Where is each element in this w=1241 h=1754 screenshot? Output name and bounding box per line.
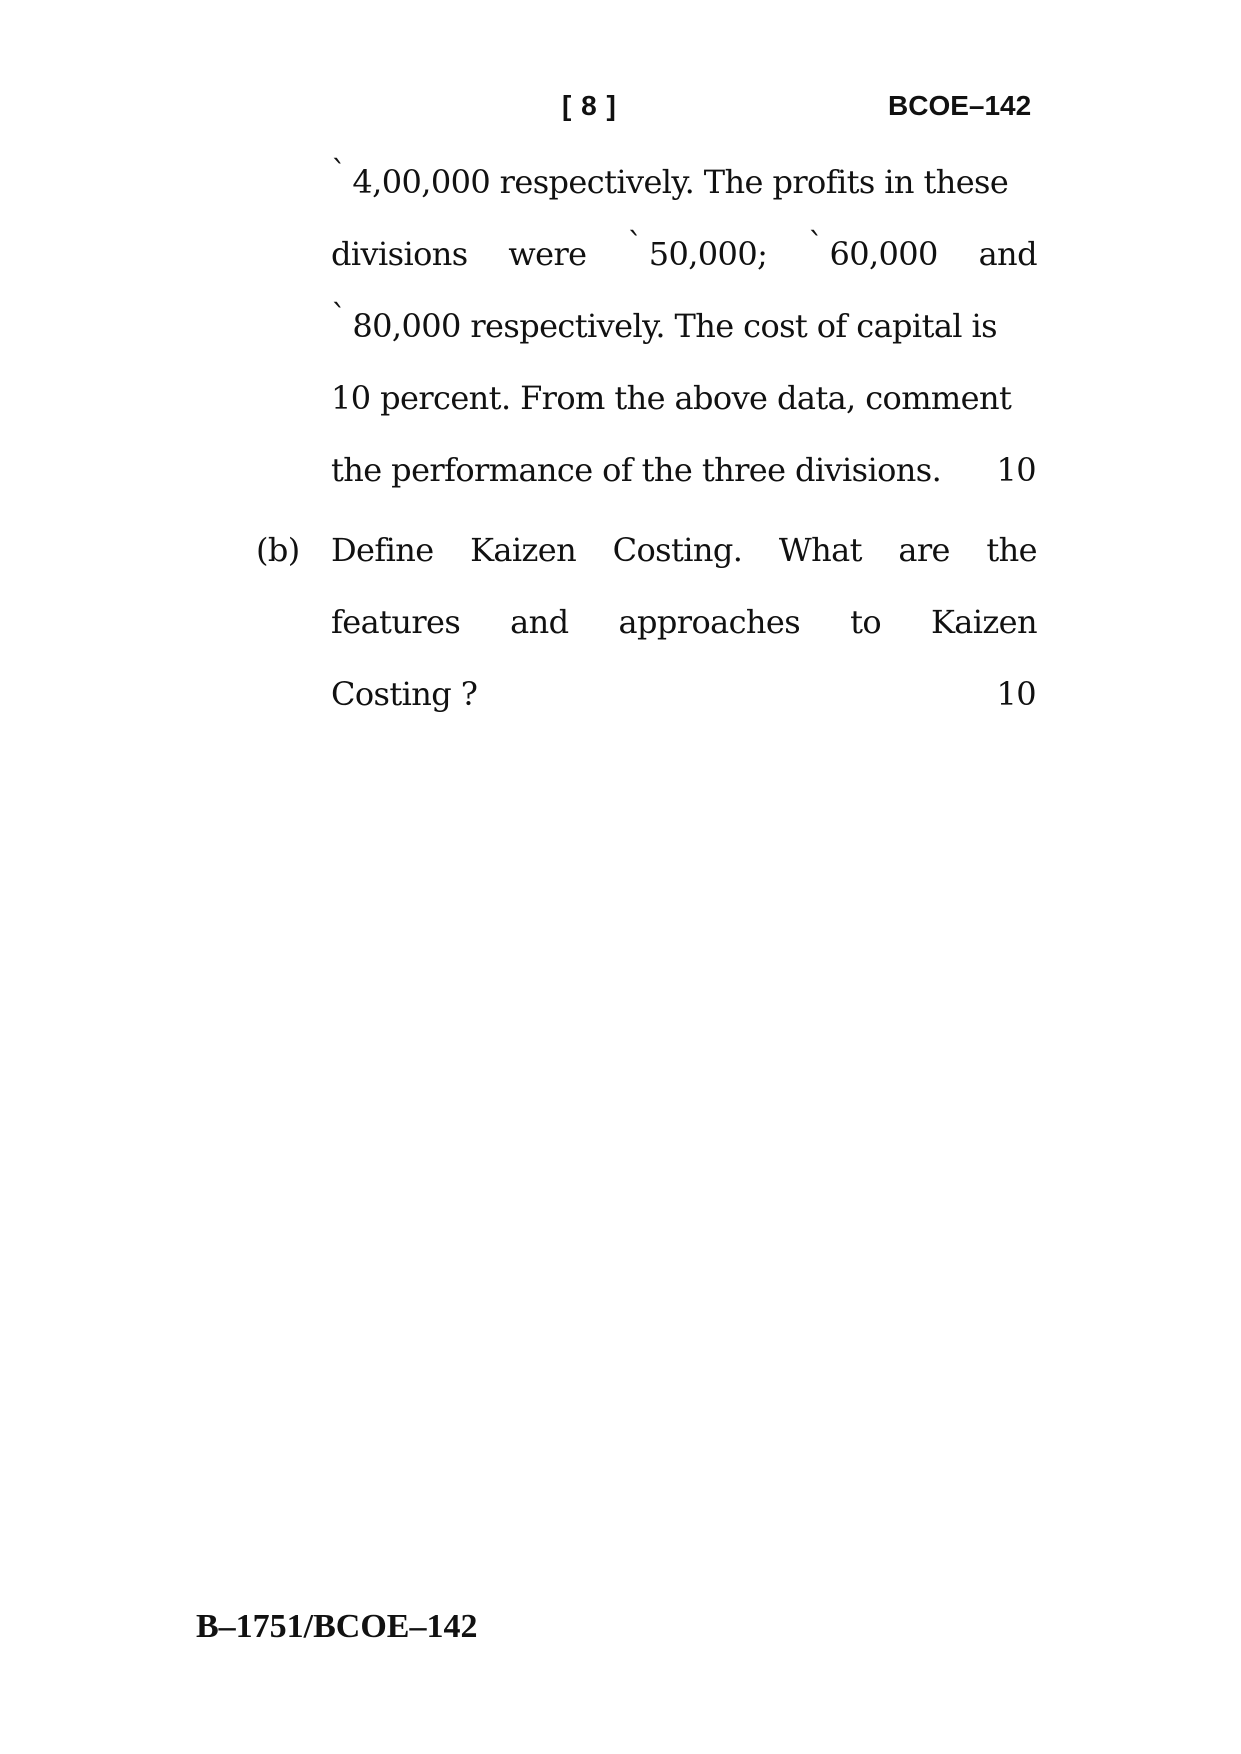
question-b-line-2 — [331, 598, 1037, 646]
question-a-line-3 — [331, 297, 1037, 350]
course-code-header: BCOE–142 — [888, 90, 1032, 121]
word: What — [778, 531, 862, 569]
rupee-symbol: ` — [627, 225, 643, 263]
page-number: [ 8 ] — [562, 90, 617, 121]
word: Define — [331, 531, 434, 569]
word-were: were — [508, 235, 587, 273]
question-a-line-1-text: 4,00,000 respectively. The profits in these — [352, 163, 1009, 201]
word: the — [986, 531, 1037, 569]
question-a-marks: 10 — [996, 451, 1036, 489]
word-and: and — [978, 235, 1037, 273]
question-b-line-3: Costing ? — [331, 675, 478, 713]
footer-code: B–1751/BCOE–142 — [196, 1608, 478, 1645]
question-a-line-2 — [331, 225, 1037, 278]
amount-60000 — [808, 225, 938, 278]
question-a-line-5: the performance of the three divisions. — [331, 451, 942, 489]
word: approaches — [618, 603, 801, 641]
question-a-line-3-text: 80,000 respectively. The cost of capital is — [352, 307, 997, 345]
word: Costing. — [612, 531, 743, 569]
word: Kaizen — [930, 603, 1037, 641]
word: are — [898, 531, 950, 569]
rupee-symbol: ` — [331, 297, 347, 335]
rupee-symbol: ` — [331, 153, 347, 191]
amount-50000 — [627, 225, 768, 278]
amount-60000-value: 60,000 — [829, 235, 938, 273]
word: features — [331, 603, 461, 641]
question-b-line-1 — [331, 526, 1037, 574]
question-a-line-1 — [331, 153, 1037, 206]
question-b-marks: 10 — [996, 675, 1036, 713]
amount-50000-value: 50,000; — [648, 235, 768, 273]
question-b-label: (b) — [256, 531, 300, 569]
word: Kaizen — [470, 531, 577, 569]
question-a-line-4: 10 percent. From the above data, comment — [331, 379, 1012, 417]
word-divisions: divisions — [331, 235, 468, 273]
rupee-symbol: ` — [808, 225, 824, 263]
word: to — [850, 603, 881, 641]
word: and — [510, 603, 569, 641]
